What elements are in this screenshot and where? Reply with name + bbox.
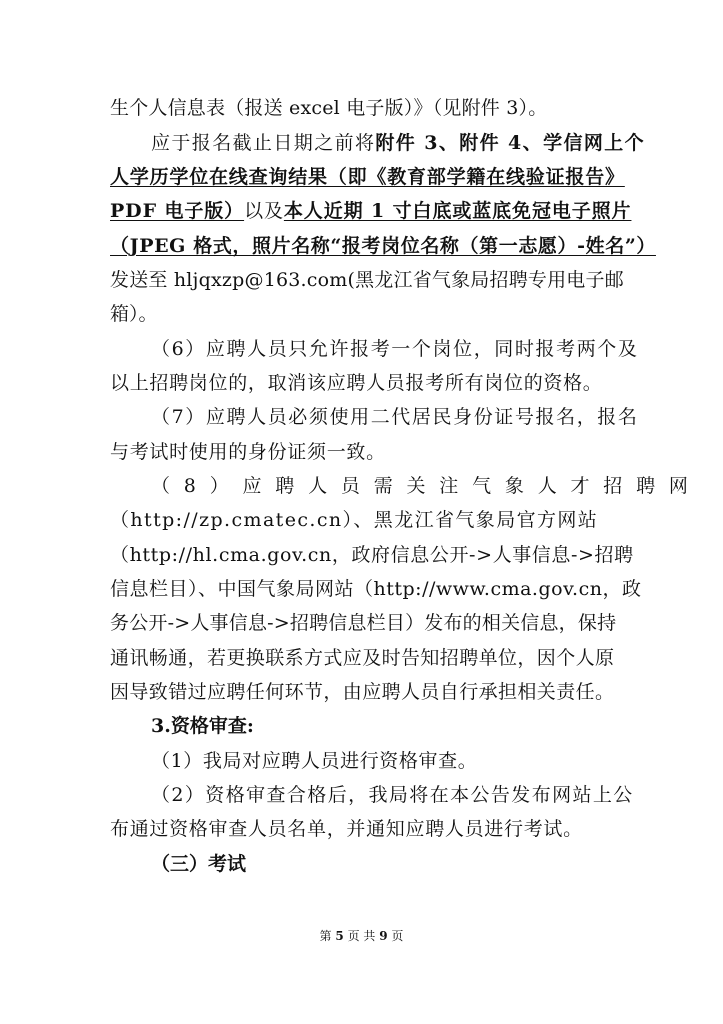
text-line [151, 749, 477, 773]
text-line [151, 131, 645, 155]
text-line [151, 474, 702, 498]
text-segment: 箱）。 [110, 303, 158, 325]
text-line [110, 577, 641, 601]
section-heading [151, 714, 254, 738]
text-segment: 3.资格审查: [151, 715, 254, 737]
text-line [110, 440, 386, 464]
text-line [110, 165, 625, 189]
section-heading [151, 852, 246, 876]
total-pages-number: 9 [379, 929, 388, 943]
text-segment: （http://zp.cmatec.cn）、黑龙江省气象局官方网站 [110, 509, 599, 531]
text-segment: 因导致错过应聘任何环节，由应聘人员自行承担相关责任。 [110, 681, 615, 703]
footer-prefix: 第 [319, 929, 332, 943]
text-line [110, 96, 547, 120]
text-segment: 以及 [244, 200, 284, 222]
text-segment: 发送至 hljqxzp@163.com(黑龙江省气象局招聘专用电子邮 [110, 269, 624, 291]
text-line [110, 371, 603, 395]
text-segment: 与考试时使用的身份证须一致。 [110, 441, 386, 463]
text-segment: （8）应聘人员需关注气象人才招聘网 [151, 475, 702, 497]
text-segment: 信息栏目）、中国气象局网站（http://www.cma.gov.cn，政 [110, 578, 642, 600]
text-line [110, 302, 158, 326]
text-segment: （三）考试 [151, 853, 247, 875]
text-segment: （2）资格审查合格后，我局将在本公告发布网站上公 [151, 784, 634, 806]
text-line [110, 680, 614, 704]
text-segment: 生个人信息表（报送 excel 电子版）》（见附件 3）。 [110, 97, 548, 119]
text-line [151, 783, 634, 807]
text-line [151, 337, 639, 361]
footer-middle: 页 共 [347, 929, 376, 943]
text-segment: 本人近期 1 寸白底或蓝底免冠电子照片 [283, 200, 632, 222]
page-footer [0, 928, 723, 944]
text-line [110, 268, 624, 292]
current-page-number: 5 [335, 929, 344, 943]
text-segment: （6）应聘人员只允许报考一个岗位，同时报考两个及 [151, 338, 639, 360]
text-segment: 附件 3、附件 4、学信网上个 [375, 132, 646, 154]
text-line [110, 234, 656, 258]
text-segment: PDF 电子版） [110, 200, 245, 222]
text-line [110, 646, 614, 670]
text-segment: （1）我局对应聘人员进行资格审查。 [151, 750, 478, 772]
text-line [110, 611, 616, 635]
text-segment: （7）应聘人员必须使用二代居民身份证号报名，报名 [151, 406, 639, 428]
text-segment: （JPEG 格式，照片名称“报考岗位名称（第一志愿）-姓名”） [110, 235, 656, 257]
text-segment: 通讯畅通，若更换联系方式应及时告知招聘单位，因个人原 [110, 647, 615, 669]
text-line [110, 508, 598, 532]
text-segment: （http://hl.cma.gov.cn，政府信息公开->人事信息->招聘 [110, 544, 634, 566]
text-line [110, 199, 631, 223]
text-line [110, 543, 634, 567]
footer-suffix: 页 [391, 929, 404, 943]
text-segment: 人学历学位在线查询结果（即《教育部学籍在线验证报告》 [110, 166, 625, 188]
text-line [151, 405, 639, 429]
text-line [110, 817, 583, 841]
text-segment: 应于报名截止日期之前将 [151, 132, 376, 154]
text-segment: 布通过资格审查人员名单，并通知应聘人员进行考试。 [110, 818, 583, 840]
text-segment: 务公开->人事信息->招聘信息栏目）发布的相关信息，保持 [110, 612, 617, 634]
text-segment: 以上招聘岗位的，取消该应聘人员报考所有岗位的资格。 [110, 372, 603, 394]
